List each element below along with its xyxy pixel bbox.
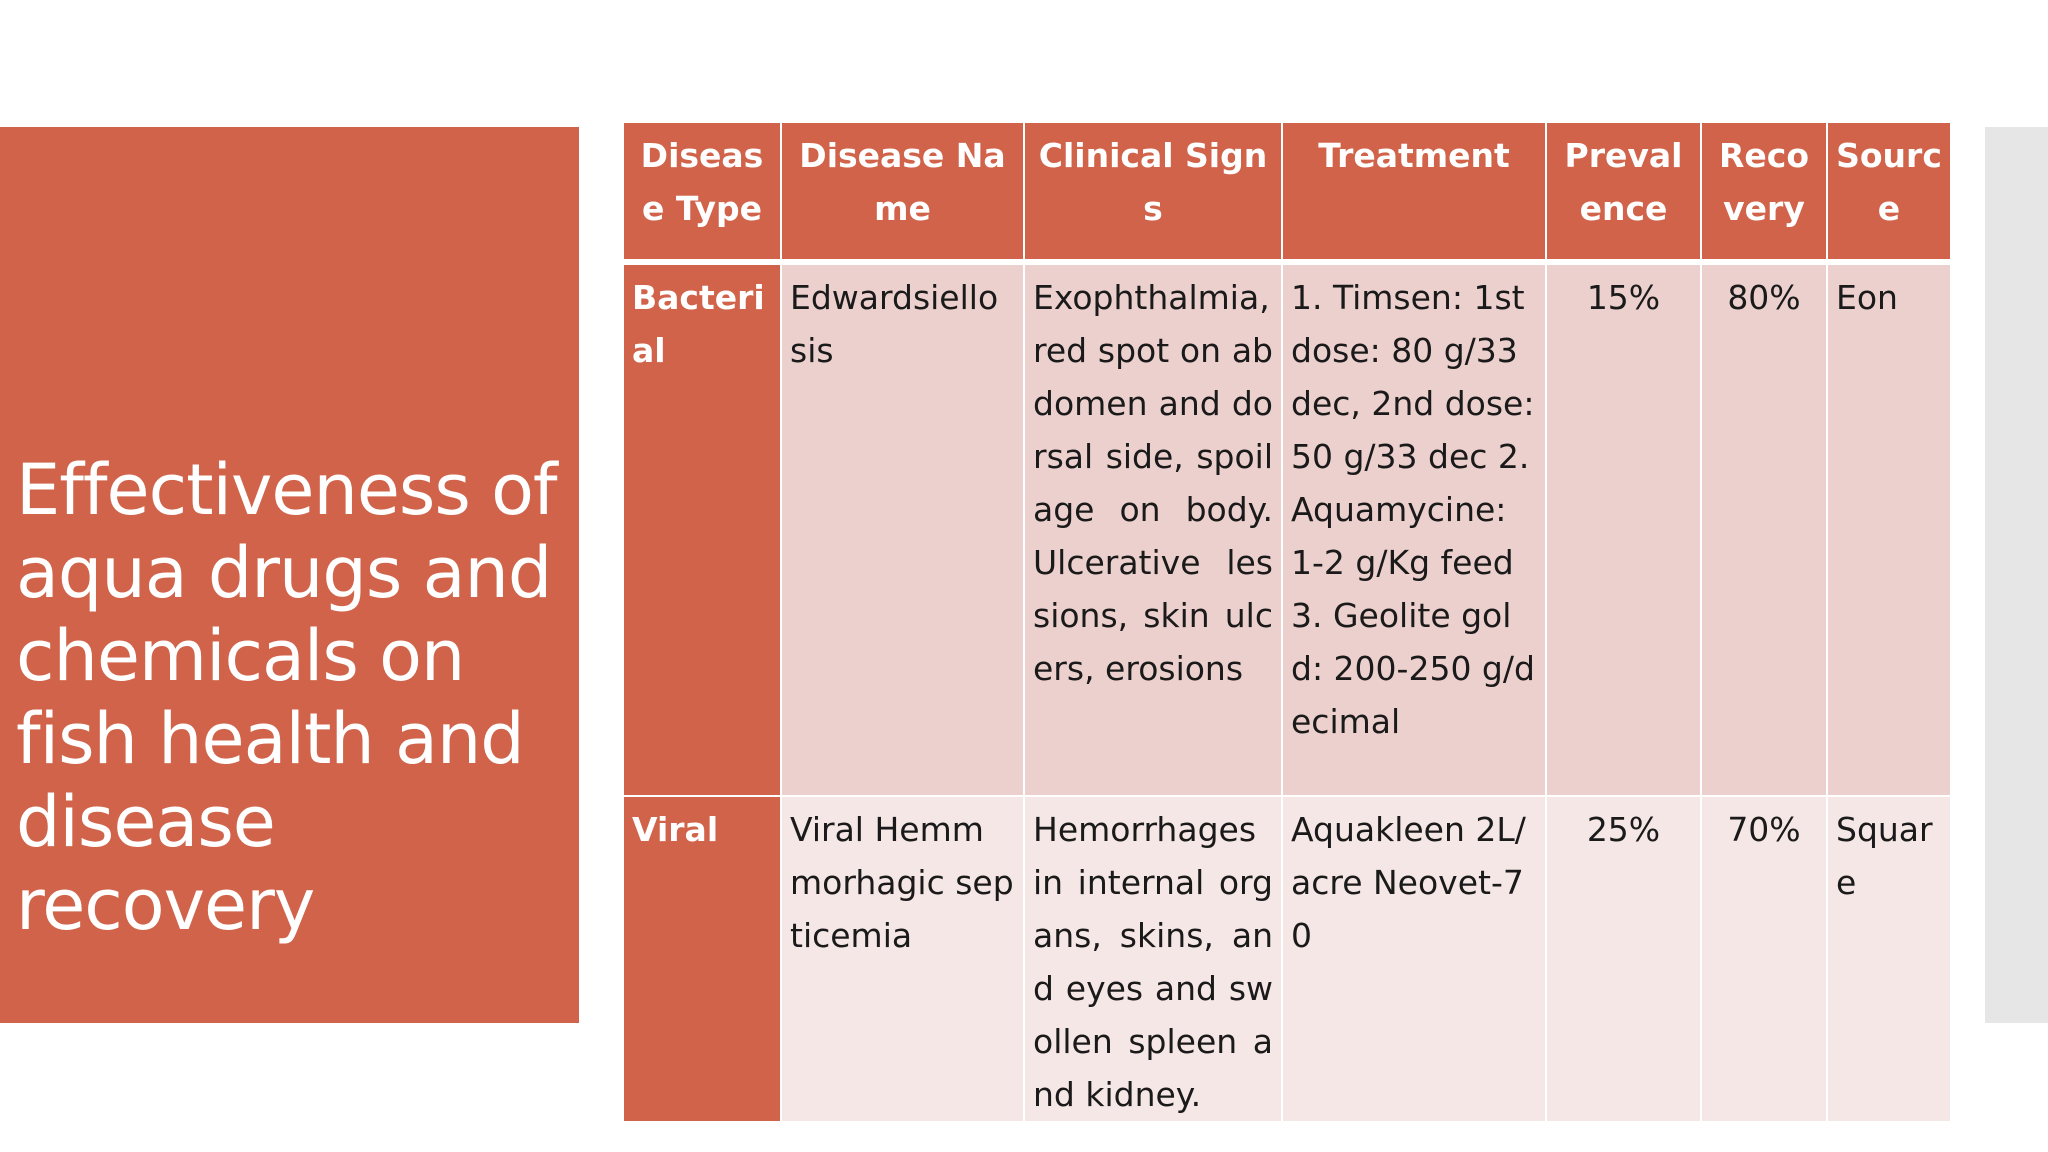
clinical-signs-cell: Exophthalmia, red spot on abdomen and dorsal side, spoilage on body. Ulcerative lessions, skin ulcers, erosions	[1024, 262, 1282, 796]
side-decoration-strip	[1985, 127, 2048, 1023]
header-source: Source	[1827, 122, 1951, 262]
header-disease-type: Disease Type	[623, 122, 781, 262]
disease-table	[622, 121, 1952, 1123]
recovery-cell: 70%	[1701, 796, 1827, 1122]
table-row	[623, 796, 1951, 1122]
prevalence-cell: 15%	[1546, 262, 1701, 796]
clinical-signs-cell: Hemorrhages in internal organs, skins, and eyes and swollen spleen and kidney.	[1024, 796, 1282, 1122]
disease-type-cell: Viral	[623, 796, 781, 1122]
disease-name-cell: Viral Hemmmorhagic septicemia	[781, 796, 1024, 1122]
treatment-cell: 1. Timsen: 1st dose: 80 g/33 dec, 2nd dose: 50 g/33 dec 2. Aquamycine: 1-2 g/Kg feed 3. Geolite gold: 200-250 g/decimal	[1282, 262, 1546, 796]
disease-type-cell: Bacterial	[623, 262, 781, 796]
source-cell: Square	[1827, 796, 1951, 1122]
title-panel	[0, 127, 579, 1023]
table-row	[623, 262, 1951, 796]
disease-name-cell: Edwardsiellosis	[781, 262, 1024, 796]
table-header-row	[623, 122, 1951, 262]
header-treatment: Treatment	[1282, 122, 1546, 262]
prevalence-cell: 25%	[1546, 796, 1701, 1122]
slide-title: Effectiveness of aqua drugs and chemicals on fish health and disease recovery	[16, 449, 557, 946]
source-cell: Eon	[1827, 262, 1951, 796]
treatment-cell: Aquakleen 2L/ acre Neovet-70	[1282, 796, 1546, 1122]
header-disease-name: Disease Name	[781, 122, 1024, 262]
recovery-cell: 80%	[1701, 262, 1827, 796]
header-clinical-signs: Clinical Signs	[1024, 122, 1282, 262]
header-recovery: Recovery	[1701, 122, 1827, 262]
header-prevalence: Prevalence	[1546, 122, 1701, 262]
